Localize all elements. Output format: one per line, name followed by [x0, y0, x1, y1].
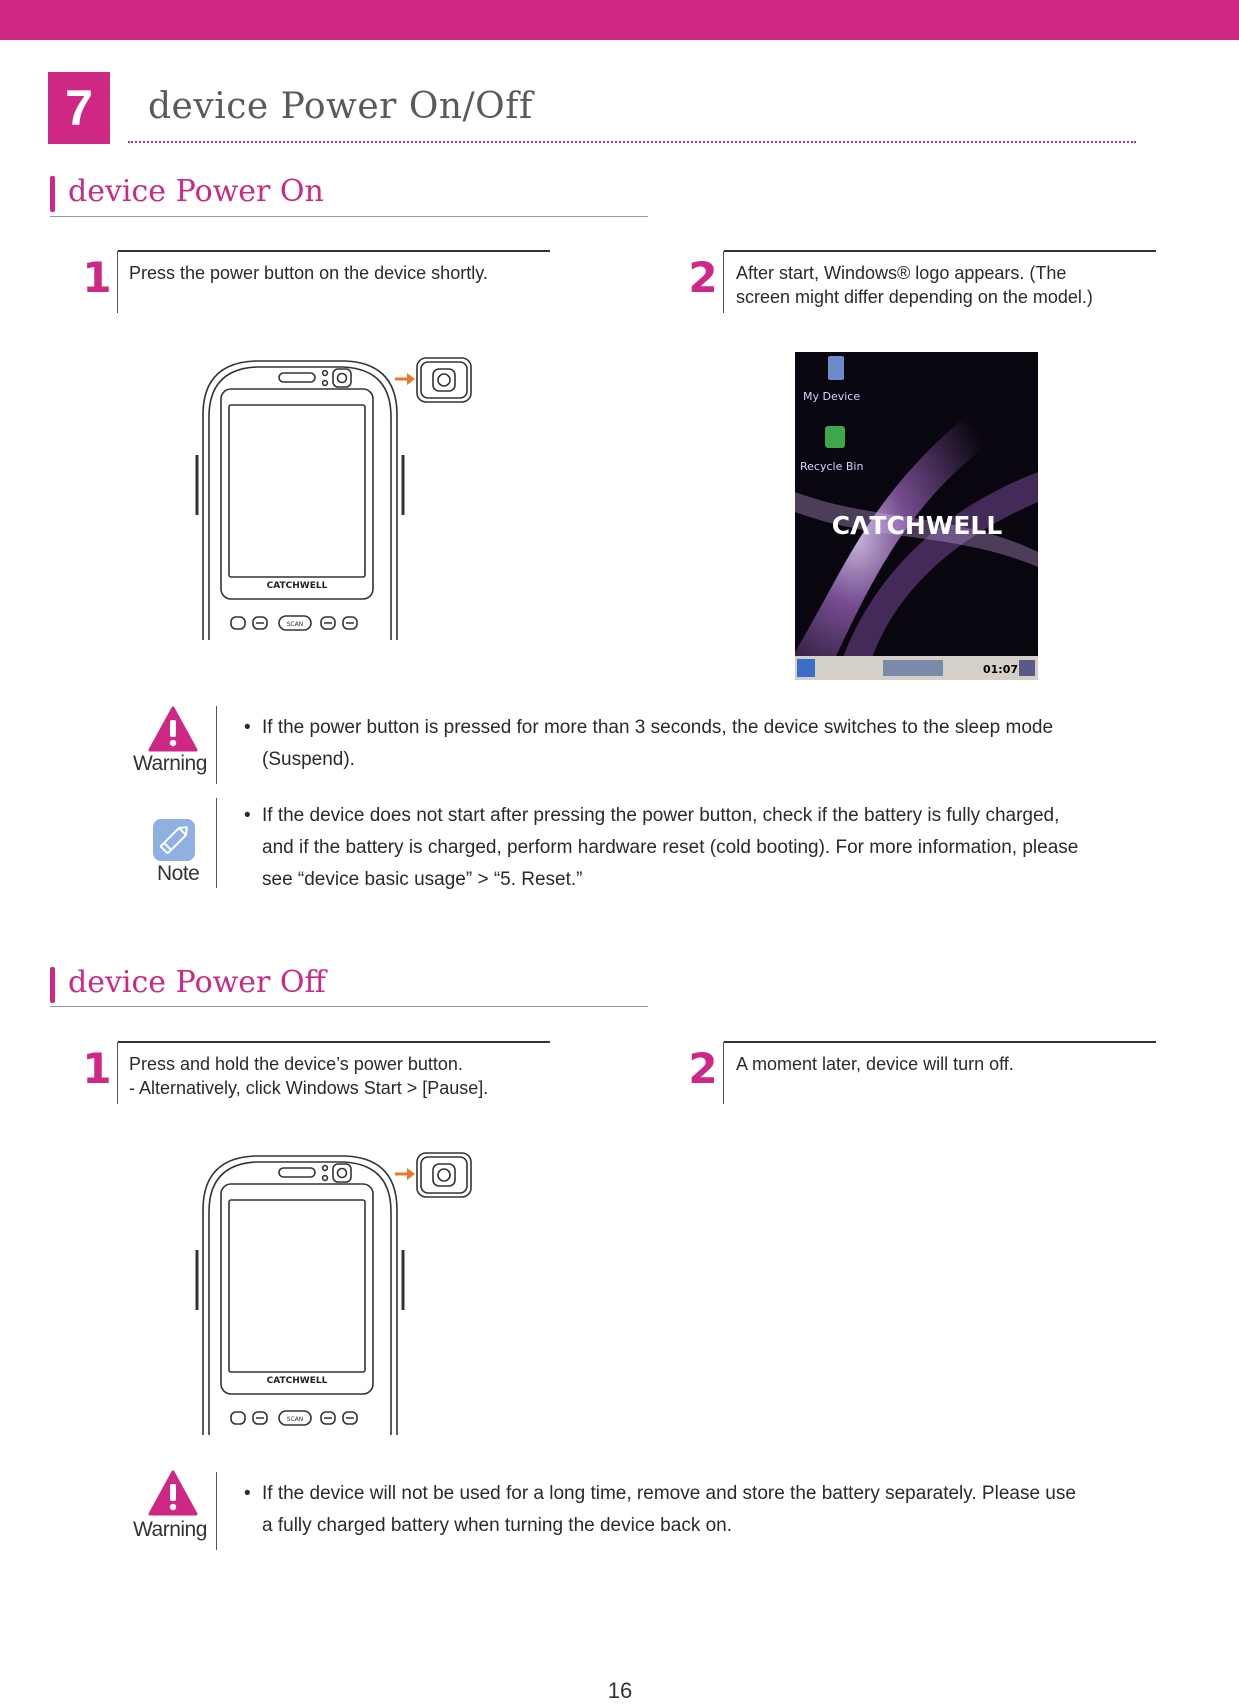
warning-text: [244, 712, 1174, 776]
step-rule: [118, 1041, 550, 1043]
startup-screenshot: [795, 352, 1038, 680]
step-text: [129, 1052, 569, 1100]
note-icon: [152, 818, 196, 862]
step-number: 2: [688, 253, 718, 302]
step-text-line: - Alternatively, click Windows Start > [Pause].: [129, 1078, 489, 1098]
note-text-line: If the device does not start after pressing the power button, check if the battery is fully charged,: [262, 805, 1060, 826]
step-separator: [117, 251, 118, 313]
notice-separator: [216, 706, 217, 784]
note-text-line: see “device basic usage” > “5. Reset.”: [262, 869, 583, 890]
bullet: •: [244, 717, 251, 738]
step-separator: [723, 251, 724, 313]
notice-separator: [216, 1472, 217, 1550]
device-illustration: [195, 355, 485, 640]
step-text-line: screen might differ depending on the model.): [736, 287, 1093, 307]
section-divider: [50, 1006, 648, 1007]
step-separator: [117, 1042, 118, 1104]
step-number: 1: [82, 1044, 112, 1093]
warning-text-line: (Suspend).: [262, 749, 355, 770]
logo-text: CΛTCHWELL: [831, 511, 1003, 540]
warning-label: Warning: [133, 752, 207, 775]
step-rule: [118, 250, 550, 252]
warning-icon: [148, 1470, 198, 1516]
step-text: Press the power button on the device shortly.: [129, 263, 488, 283]
warning-icon: [148, 706, 198, 752]
scan-key-label: SCAN: [286, 621, 304, 628]
chapter-number: 7: [48, 72, 110, 144]
chapter-divider: [128, 141, 1136, 143]
notice-separator: [216, 798, 217, 888]
page-number: 16: [607, 1678, 633, 1703]
note-label: Note: [157, 862, 200, 885]
chapter-title: device Power On/Off: [148, 86, 533, 127]
step-number: 2: [688, 1044, 718, 1093]
bullet: •: [244, 1483, 251, 1504]
note-text: [244, 800, 1204, 896]
warning-text-line: If the power button is pressed for more than 3 seconds, the device switches to the sleep mode: [262, 717, 1054, 738]
step-number: 1: [82, 253, 112, 302]
bullet: •: [244, 805, 251, 826]
section-title-power-on: device Power On: [68, 174, 324, 209]
brand-label: CATCHWELL: [266, 581, 328, 591]
note-text-line: and if the battery is charged, perform hardware reset (cold booting). For more information, please: [262, 837, 1079, 858]
section-divider: [50, 216, 648, 217]
step-rule: [724, 250, 1156, 252]
desktop-icon-label: Recycle Bin: [800, 460, 864, 473]
warning-text-line: a fully charged battery when turning the device back on.: [262, 1515, 733, 1536]
scan-key-label: SCAN: [286, 1416, 304, 1423]
step-rule: [724, 1041, 1156, 1043]
section-title-power-off: device Power Off: [68, 965, 326, 1000]
warning-text-line: If the device will not be used for a long time, remove and store the battery separately. Please use: [262, 1483, 1076, 1504]
section-marker: [50, 967, 55, 1003]
step-separator: [723, 1042, 724, 1104]
startup-screen-art: [795, 352, 1038, 680]
step-text: A moment later, device will turn off.: [736, 1054, 1014, 1074]
step-text-line: Press and hold the device’s power button.: [129, 1054, 463, 1074]
step-text-line: After start, Windows® logo appears. (The: [736, 263, 1067, 283]
step-text: [736, 261, 1166, 309]
desktop-icon-label: My Device: [803, 390, 861, 403]
header-bar: [0, 0, 1239, 40]
section-marker: [50, 176, 55, 212]
taskbar-clock: 01:07: [983, 663, 1019, 676]
brand-label: CATCHWELL: [266, 1376, 328, 1386]
warning-label: Warning: [133, 1518, 207, 1541]
warning-text: [244, 1478, 1204, 1542]
device-illustration: [195, 1150, 485, 1435]
